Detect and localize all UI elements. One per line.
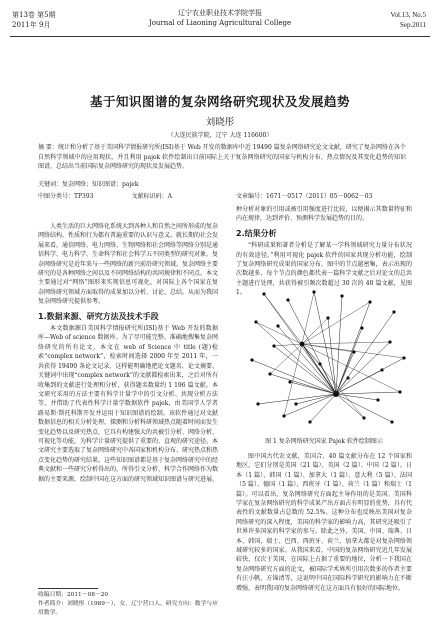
network-node <box>262 292 265 295</box>
network-edge <box>328 318 336 394</box>
network-node <box>276 324 279 327</box>
issue-date: 2011年 9月 <box>12 21 51 29</box>
network-edge <box>336 302 370 394</box>
network-node <box>390 420 393 423</box>
received-date: 收稿日期：2011－08－20 <box>38 592 109 598</box>
volume-info <box>390 10 426 30</box>
network-figure <box>244 282 410 432</box>
network-edge <box>302 342 390 344</box>
network-node <box>254 320 257 323</box>
network-edge <box>302 292 314 344</box>
section2-paragraph: “科研成果和著者分析是了解某一学科领域研究力量分布状况的有效途径。”利用可视化 pajek 软件的国家共现分析功能，绘制了复杂网络研究成果的国家分布，图中的节点越密集，表示出现的次数越多，每个节点的颜色都代表一篇科学文献之后对论文的总共主题进行处理，共获得被引频次数超过 30 次的 40 篇文献，见图 1。 <box>236 242 412 297</box>
network-node <box>368 300 371 303</box>
left-column <box>38 222 218 484</box>
continued-paragraph: 种分析对象的引用或被引用强度进行比较，以便揭示其数量特征和内在规律，达到评价、预测科学发展趋势的目的。 <box>236 206 412 223</box>
classification-line: 中图分类号：TP393 文献标识码：A <box>38 193 172 200</box>
network-node <box>376 398 379 401</box>
footnote <box>38 591 223 618</box>
paper-title: 基于知识图谱的复杂网络研究现状及发展趋势 <box>89 94 350 109</box>
author-name: 刘晓彤 <box>205 117 235 128</box>
network-node <box>333 391 339 397</box>
section2-title: 2.结果分析 <box>236 228 277 238</box>
network-edge <box>336 312 394 394</box>
issue-number: 第13卷 第5期 <box>12 11 56 19</box>
network-edge <box>302 318 328 344</box>
network-node <box>250 358 253 361</box>
keywords: 关键词：复杂网络；知识图谱；pajek <box>38 181 139 188</box>
network-edge <box>336 392 400 394</box>
network-node <box>288 380 291 383</box>
network-node <box>398 390 401 393</box>
volume-date: Sep.2011 <box>400 21 426 29</box>
volume-number: Vol.13, No.5 <box>390 11 426 19</box>
network-node <box>388 340 391 343</box>
network-edge <box>320 364 336 394</box>
author-bio: 作者简介：刘晓彤（1989－），女，辽宁营口人，研究方向：数学与应用数学。 <box>38 601 218 616</box>
results-paragraph: 图中国古代农文献，美国合、40 篇文献分布在 12 个国家和地区，它们分别是美国（21 篇）、英国（2 篇）、中国（2 篇）、日本（1 篇）、韩国（1 篇）、加拿大（1 篇）、意大利（5 篇）、法国（5 篇）、德国（1 篇）、西班牙（1 篇）、荷兰（1 篇）和瑞士（1 篇）。可以看出，复杂网络研究方面起主导作用的是美国。美国科学家在复杂网络研究的科学成果产出方面占有明显的优势，具有代表性的文献数量占总数的 52.5%。这种分布也反映出美国对复杂网络研究的深入程度，美国的科学家的影响力高，其研究还吸引了世界许多国家的科学家的参与。除此之外，美国、中国、瑞典、日本、韩国、瑞士、巴西、西班牙、荷兰、加拿大都是对复杂网络领域研究较多的国家。从我国来看，中国的复杂网络研究近几年发展较快，仅次于美国，在国际上占据了重要的地位，分析一下我国在复杂网络研究方面的论文，被国际学术界所引用次数多的作者主要有汪小帆、方锦清等，这说明中国在国际科学研究的影响力在不断增强，表明我国的复杂网络研究在这方面具有很好的国际地位。 <box>236 453 412 592</box>
right-column-bottom <box>236 452 412 593</box>
affiliation: （大连民族学院，辽宁 大连 116600） <box>167 132 273 139</box>
network-edge <box>252 360 336 394</box>
section1-title: 1.数据来源、研究方法及技术手段 <box>38 311 159 321</box>
network-edge <box>270 374 336 394</box>
network-edge <box>310 394 336 422</box>
network-node <box>268 372 271 375</box>
network-node <box>362 416 365 419</box>
network-edge <box>336 328 362 394</box>
abstract: 摘 要：统计和分析了基于美国科学情报研究所(ISI)基于 Web 开发的数据库中近 19490 篇复杂网络研究论文文献，研究了复杂网络在各个自然科学领域中的应用现状，并且利用 pajek 软件绘制出目前国际上关于复杂网络研究的国家与机构分布、热点情况及其变化趋势的知识图谱，总结出当前国际复杂网络研究的现状及发展趋势。 <box>38 144 406 171</box>
network-edge <box>302 344 320 364</box>
issue-info <box>12 10 56 30</box>
network-node <box>352 350 355 353</box>
network-node <box>286 298 289 301</box>
network-edge <box>264 294 302 344</box>
network-node <box>272 344 275 347</box>
network-edge <box>256 322 336 394</box>
intro-paragraph: 人类生活的巨大网络化系统大到各种人和自然之间所形成的复杂网络结构，性质和行为都有普遍重要的认识与意义。就长期的社会发展来看，通信网络、电力网络、生物网络和社会网络等网络分别是通信科学、电力科学、生命科学和社会科学五不同类型的研究对象。复杂网络研究是近年来与一些网络的新兴前沿研究领域。复杂网络主要研究的是各种网络之间以及不同网络结构的共同规律和不同点。本文主要通过对“网络”图形来实现信息可视化，对国际上各个国家在复杂网络研究领域方面取得的成果加以分析、讨论、总结，从而为我国复杂网络研究提供参考。 <box>38 223 219 306</box>
network-node <box>392 310 395 313</box>
network-node <box>300 342 305 347</box>
figure-caption: 图 1 复杂网络研究国家 Pajek 软件绘制图示 <box>265 438 383 445</box>
network-edge <box>274 344 302 346</box>
footnote-rule <box>38 588 98 589</box>
network-node <box>308 420 311 423</box>
network-node <box>380 368 383 371</box>
network-node <box>256 402 259 405</box>
network-node <box>312 290 315 293</box>
network-node <box>402 356 405 359</box>
network-edge <box>284 344 302 416</box>
network-node <box>326 316 329 319</box>
journal-name <box>120 8 320 28</box>
network-edge <box>336 296 342 394</box>
article-number-line: 文章编号：1671－0517（2011）05－0062－03 <box>236 193 373 200</box>
section1-paragraph: 本文数据源自美国科学情报研究所(ISI)基于 Web 开发的数据库—Web of science 数据库。为了尽可能完整、准确地搜集复杂网络研究的所有论文，本文在 web of Science 中 title (题)检索“complex network”，检索时间选择 2000 年至 2011 年，一共获得 19490 条论文记录，这样能明确地把论文题名、论文摘要、关键词中出现“complex network”的文献都检索出来，之后对所有收集到的文献进行处理和分析，获得题名数量约 1 196 篇文献。本文研究采用的方法主要有科学计量学中的引文分析、共现分析方法等，并借助了代表性科学计量学数据软件 pajek，由美国学人学者路易斯·斯托科斯开发并运用于知识图谱的绘制。该软件通过对文献数据信息的相关分析处理，探测和分析科研领域热点随着时间而发生变化趋势以及研究热点，它具有构建强大的共被引分析、网络分析、可视化等功能，为科学计量研究提供了重要的、直观的研究途径。本文研究主要选取了复杂网络研究中各国家和机构分布、研究热点和热点变化趋势的研究结果。这些知识图谱都是基于复杂网络研究中的经典文献和一些研究分析得出的，所得引文分析、科学合作网络作为数据的主要来源，绘制中国在这方面的研究领域知识图谱与研究进展。 <box>38 325 219 483</box>
network-node <box>346 376 349 379</box>
network-node <box>360 326 363 329</box>
network-edge <box>302 344 364 418</box>
header-rule <box>10 36 430 37</box>
journal-name-en: Journal of Liaoning Agricultural College <box>148 19 292 27</box>
network-node <box>282 414 285 417</box>
network-node <box>294 402 297 405</box>
network-edge <box>336 358 404 394</box>
network-edge <box>302 302 370 344</box>
journal-name-cn: 辽宁农业职业技术学院学报 <box>178 9 262 17</box>
network-edge <box>288 300 336 394</box>
network-edge <box>278 326 336 394</box>
network-node <box>318 362 321 365</box>
network-node <box>340 294 343 297</box>
network-edge <box>274 346 336 394</box>
